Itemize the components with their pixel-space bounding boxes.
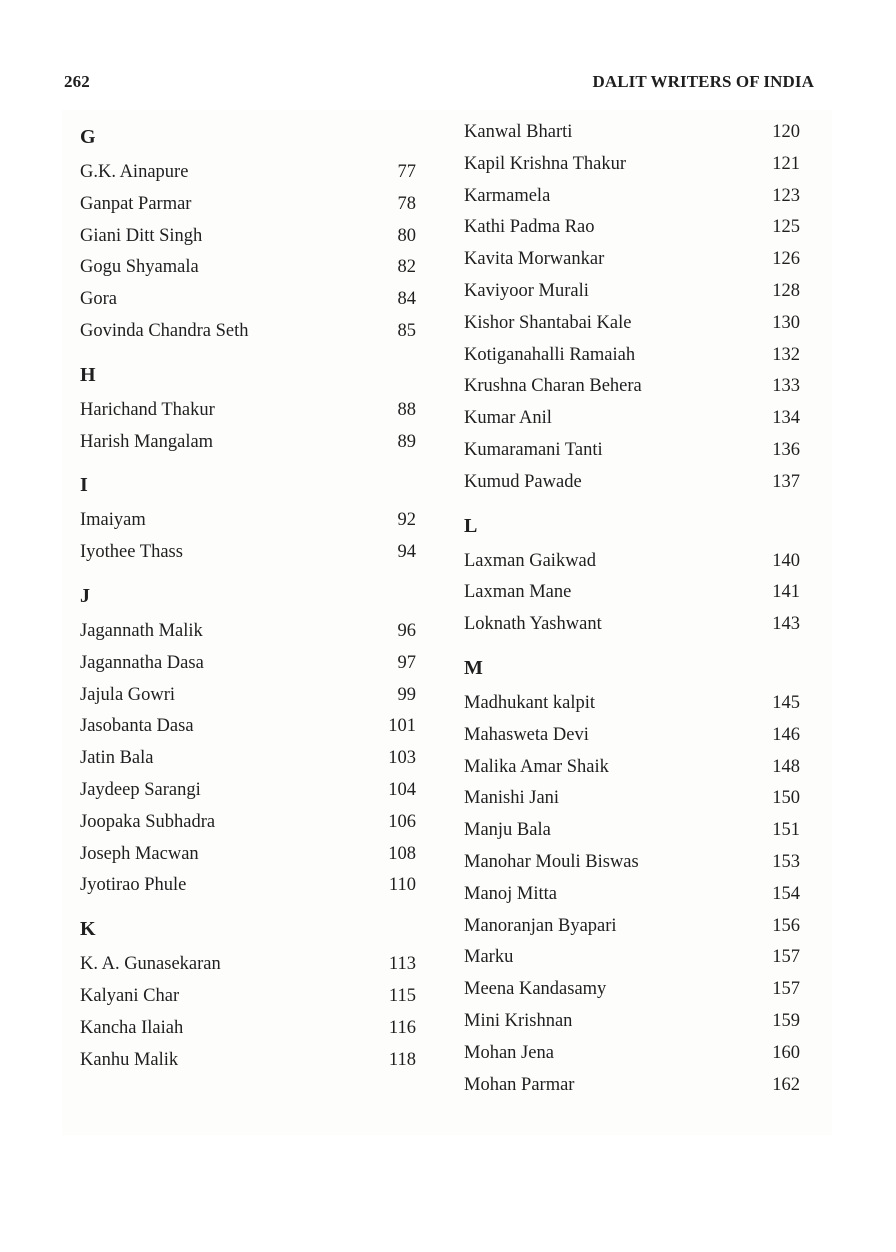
index-entry [464,942,800,974]
writer-name: Kathi Padma Rao [464,217,595,238]
writer-name: Laxman Gaikwad [464,550,597,571]
index-entry [80,680,416,712]
index-column-left [80,117,416,1076]
index-entry [464,435,800,467]
writer-name: Jagannath Malik [80,620,203,641]
writer-name: Meena Kandasamy [464,979,607,1000]
page-reference: 80 [397,225,416,246]
page-reference: 116 [388,1017,416,1038]
writer-name: Jaydeep Sarangi [80,779,201,800]
writer-name: Kapil Krishna Thakur [464,153,627,174]
writer-name: Giani Ditt Singh [80,225,203,246]
index-entry [80,427,416,459]
index-entry [464,1006,800,1038]
page-reference: 132 [772,344,800,365]
writer-name: Kaviyoor Murali [464,280,589,301]
page-reference: 125 [772,217,800,238]
index-entry [464,1038,800,1070]
page-reference: 121 [772,153,800,174]
page-reference: 123 [772,185,800,206]
running-title: DALIT WRITERS OF INDIA [592,72,814,91]
index-entry [80,807,416,839]
page-reference: 130 [772,312,800,333]
page-reference: 89 [397,431,416,452]
page-reference: 101 [388,716,416,737]
page-reference: 151 [772,820,800,841]
writer-name: Mohan Parmar [464,1074,575,1095]
index-entry [464,847,800,879]
writer-name: Jasobanta Dasa [80,716,194,737]
page-reference: 113 [388,954,416,975]
index-entry [464,181,800,213]
index-entry [80,711,416,743]
writer-name: Kalyani Char [80,985,180,1006]
section-letter: I [80,474,88,497]
writer-name: Gora [80,289,117,310]
page-reference: 141 [772,582,800,603]
index-entry [80,395,416,427]
page-reference: 84 [397,289,416,310]
page-reference: 150 [772,788,800,809]
index-entry [464,371,800,403]
index-entry [464,244,800,276]
index-entry [80,505,416,537]
index-entry [464,911,800,943]
page-reference: 120 [772,122,800,142]
page-reference: 136 [772,439,800,460]
page-reference: 106 [388,811,416,832]
index-entry [80,252,416,284]
writer-name: Kanwal Bharti [464,122,573,142]
index-entry [80,775,416,807]
writer-name: Kavita Morwankar [464,249,605,270]
writer-name: Imaiyam [80,510,146,531]
page-reference: 82 [397,257,416,278]
index-entry [464,752,800,784]
page-reference: 103 [388,748,416,769]
page-reference: 157 [772,979,800,1000]
page-reference: 118 [388,1049,416,1070]
index-entry [80,648,416,680]
index-entry [464,546,800,578]
writer-name: Marku [464,947,514,968]
writer-name: Jajula Gowri [80,684,176,705]
page-reference: 99 [397,684,416,705]
page-reference: 160 [772,1042,800,1063]
writer-name: Iyothee Thass [80,542,183,563]
page-reference: 78 [397,193,416,214]
writer-name: Joseph Macwan [80,843,199,864]
index-entry [464,688,800,720]
page-reference: 108 [388,843,416,864]
index-entry [464,403,800,435]
page-number: 262 [64,72,90,91]
index-entry [464,276,800,308]
index-entry [80,1045,416,1077]
index-entry [464,577,800,609]
page-reference: 134 [772,408,800,429]
index-entry [80,949,416,981]
index-entry [464,308,800,340]
page-reference: 110 [388,875,416,896]
writer-name: Kancha Ilaiah [80,1017,184,1038]
writer-name: Loknath Yashwant [464,614,602,635]
page-reference: 94 [397,542,416,563]
writer-name: Karmamela [464,185,551,206]
index-entry [464,609,800,641]
writer-name: Kumar Anil [464,408,552,429]
writer-name: Kumaramani Tanti [464,439,603,460]
index-entry [464,149,800,181]
page-reference: 104 [388,779,416,800]
writer-name: Jatin Bala [80,748,154,769]
page-reference: 153 [772,851,800,872]
index-entry [80,839,416,871]
page-reference: 115 [388,985,416,1006]
page-reference: 88 [397,399,416,420]
page-reference: 96 [397,620,416,641]
writer-name: Kotiganahalli Ramaiah [464,344,636,365]
index-entry [80,981,416,1013]
index-entry [464,340,800,372]
page-reference: 77 [397,162,416,182]
page-reference: 159 [772,1010,800,1031]
index-entry [80,221,416,253]
index-entry [80,1013,416,1045]
page-reference: 143 [772,614,800,635]
writer-name: Manoj Mitta [464,883,558,904]
section-letter: L [464,514,478,537]
page-reference: 148 [772,756,800,777]
page-reference: 146 [772,724,800,745]
section-letter: J [80,584,90,607]
writer-name: G.K. Ainapure [80,162,189,182]
page-reference: 137 [772,471,800,492]
writer-name: Manoranjan Byapari [464,915,617,936]
page-reference: 92 [397,510,416,531]
page-reference: 97 [397,652,416,673]
writer-name: Manohar Mouli Biswas [464,851,639,872]
index-entry [80,616,416,648]
index-entry [80,316,416,348]
writer-name: Laxman Mane [464,582,572,603]
writer-name: Harichand Thakur [80,399,215,420]
writer-name: Jyotirao Phule [80,875,187,896]
page-reference: 162 [772,1074,800,1095]
writer-name: Mini Krishnan [464,1010,573,1031]
writer-name: Harish Mangalam [80,431,214,452]
writer-name: Govinda Chandra Seth [80,320,249,341]
index-entry [464,212,800,244]
writer-name: Mohan Jena [464,1042,554,1063]
writer-name: Madhukant kalpit [464,692,596,713]
page-reference: 145 [772,692,800,713]
index-entry [464,720,800,752]
writer-name: Kumud Pawade [464,471,582,492]
index-entry [464,815,800,847]
index-entry [464,1070,800,1102]
index-entry [464,879,800,911]
writer-name: Kanhu Malik [80,1049,179,1070]
writer-name: Manishi Jani [464,788,560,809]
index-entry [80,157,416,189]
page-reference: 157 [772,947,800,968]
writer-name: Joopaka Subhadra [80,811,216,832]
writer-name: Jagannatha Dasa [80,652,204,673]
writer-name: K. A. Gunasekaran [80,954,221,975]
page-reference: 128 [772,280,800,301]
index-entry [464,467,800,499]
section-letter: H [80,363,96,386]
index-entry [80,870,416,902]
writer-name: Kishor Shantabai Kale [464,312,632,333]
page-reference: 126 [772,249,800,270]
section-letter: K [80,918,96,941]
index-entry [80,284,416,316]
page-reference: 154 [772,883,800,904]
index-entry [464,783,800,815]
page-reference: 85 [397,320,416,341]
section-letter: M [464,656,483,679]
index-entry [464,117,800,149]
writer-name: Ganpat Parmar [80,193,192,214]
writer-name: Gogu Shyamala [80,257,199,278]
index-column-right [464,117,800,1101]
index-entry [80,743,416,775]
writer-name: Manju Bala [464,820,551,841]
writer-name: Malika Amar Shaik [464,756,609,777]
index-entry [80,189,416,221]
index-entry [80,537,416,569]
page-reference: 140 [772,550,800,571]
section-letter: G [80,126,96,148]
writer-name: Mahasweta Devi [464,724,589,745]
writer-name: Krushna Charan Behera [464,376,642,397]
index-entry [464,974,800,1006]
page-reference: 156 [772,915,800,936]
page-reference: 133 [772,376,800,397]
